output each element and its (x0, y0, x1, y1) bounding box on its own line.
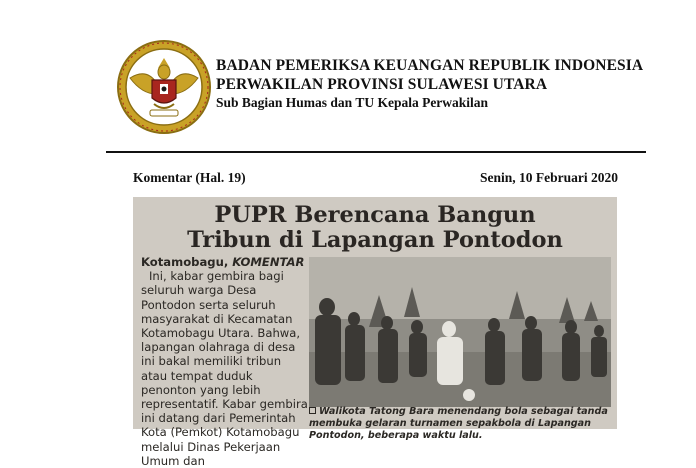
headline-line-1: PUPR Berencana Bangun (214, 202, 536, 228)
news-photo-icon (309, 257, 611, 407)
article-body (141, 255, 309, 468)
source-label: Komentar (Hal. 19) (133, 170, 246, 185)
organization-block (216, 56, 643, 112)
org-name: BADAN PEMERIKSA KEUANGAN REPUBLIK INDONESIA (216, 57, 644, 74)
date-label: Senin, 10 Februari 2020 (479, 170, 618, 185)
article-headline (133, 203, 617, 253)
caption-marker-icon (309, 407, 316, 414)
org-unit: Sub Bagian Humas dan TU Kepala Perwakilan (216, 95, 489, 110)
letterhead (0, 0, 696, 150)
dateline (141, 255, 309, 269)
dateline-place: Kotamobagu, (141, 255, 229, 269)
headline-line-2: Tribun di Lapangan Pontodon (187, 227, 563, 253)
caption-text: Walikota Tatong Bara menendang bola sebagai tanda membuka gelaran turnamen sepakbola di Lapangan Pontodon, beberapa waktu lalu. (309, 406, 608, 441)
header-divider (106, 151, 646, 153)
photo-caption (309, 406, 611, 442)
dateline-source: KOMENTAR (232, 255, 305, 269)
newspaper-clipping (133, 197, 617, 468)
garuda-emblem-icon (116, 38, 212, 136)
article-text: Ini, kabar gembira bagi seluruh warga Desa Pontodon serta seluruh masyarakat di Kecamatan Kotamobagu Utara. Bahwa, lapangan olahraga di desa ini bakal memiliki tribun atau tempat duduk penonton yang lebih representatif. Kabar gembira ini datang dari Pemerintah Kota (Pemkot) Kotamobagu melalui Dinas Pekerjaan Umum dan (141, 269, 308, 468)
org-branch: PERWAKILAN PROVINSI SULAWESI UTARA (216, 76, 548, 93)
